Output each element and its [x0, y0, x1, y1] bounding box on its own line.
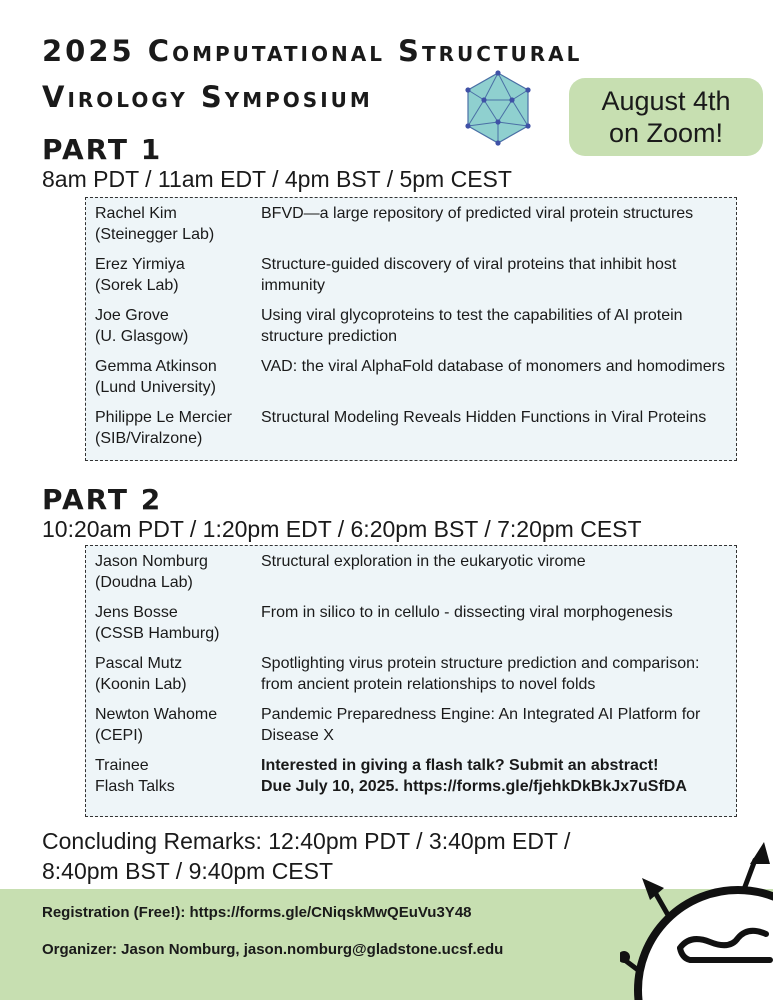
talk-title: Pandemic Preparedness Engine: An Integrated AI Platform for Disease X	[261, 706, 701, 744]
speaker-name: Rachel Kim (Steinegger Lab)	[95, 205, 215, 243]
talk-title: Structural Modeling Reveals Hidden Functions in Viral Proteins	[261, 409, 707, 426]
speaker-name: Philippe Le Mercier (SIB/Viralzone)	[95, 409, 232, 447]
talk-title: Spotlighting virus protein structure prediction and comparison: from ancient protein relationships to novel folds	[261, 655, 700, 693]
flash-talk-callout[interactable]: Interested in giving a flash talk? Submit an abstract! Due July 10, 2025. https://forms.gle/fjehkDkBkJx7uSfDA	[261, 757, 687, 795]
speaker-name: Pascal Mutz (Koonin Lab)	[95, 655, 187, 693]
date-badge-line-2: on Zoom!	[608, 118, 724, 148]
talk-row	[86, 704, 736, 748]
speaker-name: Jason Nomburg (Doudna Lab)	[95, 553, 208, 591]
icosahedron-virus-icon	[460, 70, 536, 146]
part-2-times: 10:20am PDT / 1:20pm EDT / 6:20pm BST / 7:20pm CEST	[42, 516, 642, 542]
registration-link[interactable]: Registration (Free!): https://forms.gle/CNiqskMwQEuVu3Y48	[42, 904, 472, 921]
event-title-line-2: Virology Symposium	[42, 80, 373, 114]
talk-row	[86, 203, 736, 247]
talk-row	[86, 356, 736, 400]
speaker-name: Erez Yirmiya (Sorek Lab)	[95, 256, 185, 294]
concluding-remarks: Concluding Remarks: 12:40pm PDT / 3:40pm EDT / 8:40pm BST / 9:40pm CEST	[42, 828, 571, 884]
organizer-contact[interactable]: Organizer: Jason Nomburg, jason.nomburg@gladstone.ucsf.edu	[42, 941, 504, 958]
talk-row	[86, 305, 736, 349]
virus-illustration	[620, 830, 773, 1000]
speaker-name: Gemma Atkinson (Lund University)	[95, 358, 217, 396]
date-badge-line-1: August 4th	[601, 86, 731, 116]
part-1-talk-list	[85, 197, 737, 461]
talk-title: Using viral glycoproteins to test the capabilities of AI protein structure prediction	[261, 307, 683, 345]
talk-title: Structural exploration in the eukaryotic virome	[261, 553, 586, 570]
talk-row	[86, 602, 736, 646]
part-2-talk-list	[85, 545, 737, 817]
talk-row	[86, 653, 736, 697]
talk-row	[86, 254, 736, 298]
talk-row	[86, 551, 736, 595]
speaker-name: Newton Wahome (CEPI)	[95, 706, 218, 744]
date-badge	[569, 78, 763, 156]
flash-talk-row	[86, 755, 736, 799]
speaker-name: Trainee Flash Talks	[95, 757, 175, 795]
talk-title: Structure-guided discovery of viral proteins that inhibit host immunity	[261, 256, 677, 294]
part-1-times: 8am PDT / 11am EDT / 4pm BST / 5pm CEST	[42, 166, 512, 192]
talk-row	[86, 407, 736, 451]
event-title-line-1: 2025 Computational Structural	[42, 34, 583, 68]
speaker-name: Joe Grove (U. Glasgow)	[95, 307, 189, 345]
part-1-heading: PART 1	[42, 133, 163, 166]
talk-title: From in silico to in cellulo - dissecting viral morphogenesis	[261, 604, 673, 621]
speaker-name: Jens Bosse (CSSB Hamburg)	[95, 604, 220, 642]
talk-title: VAD: the viral AlphaFold database of monomers and homodimers	[261, 358, 725, 375]
part-2-heading: PART 2	[42, 483, 163, 516]
talk-title: BFVD—a large repository of predicted viral protein structures	[261, 205, 694, 222]
